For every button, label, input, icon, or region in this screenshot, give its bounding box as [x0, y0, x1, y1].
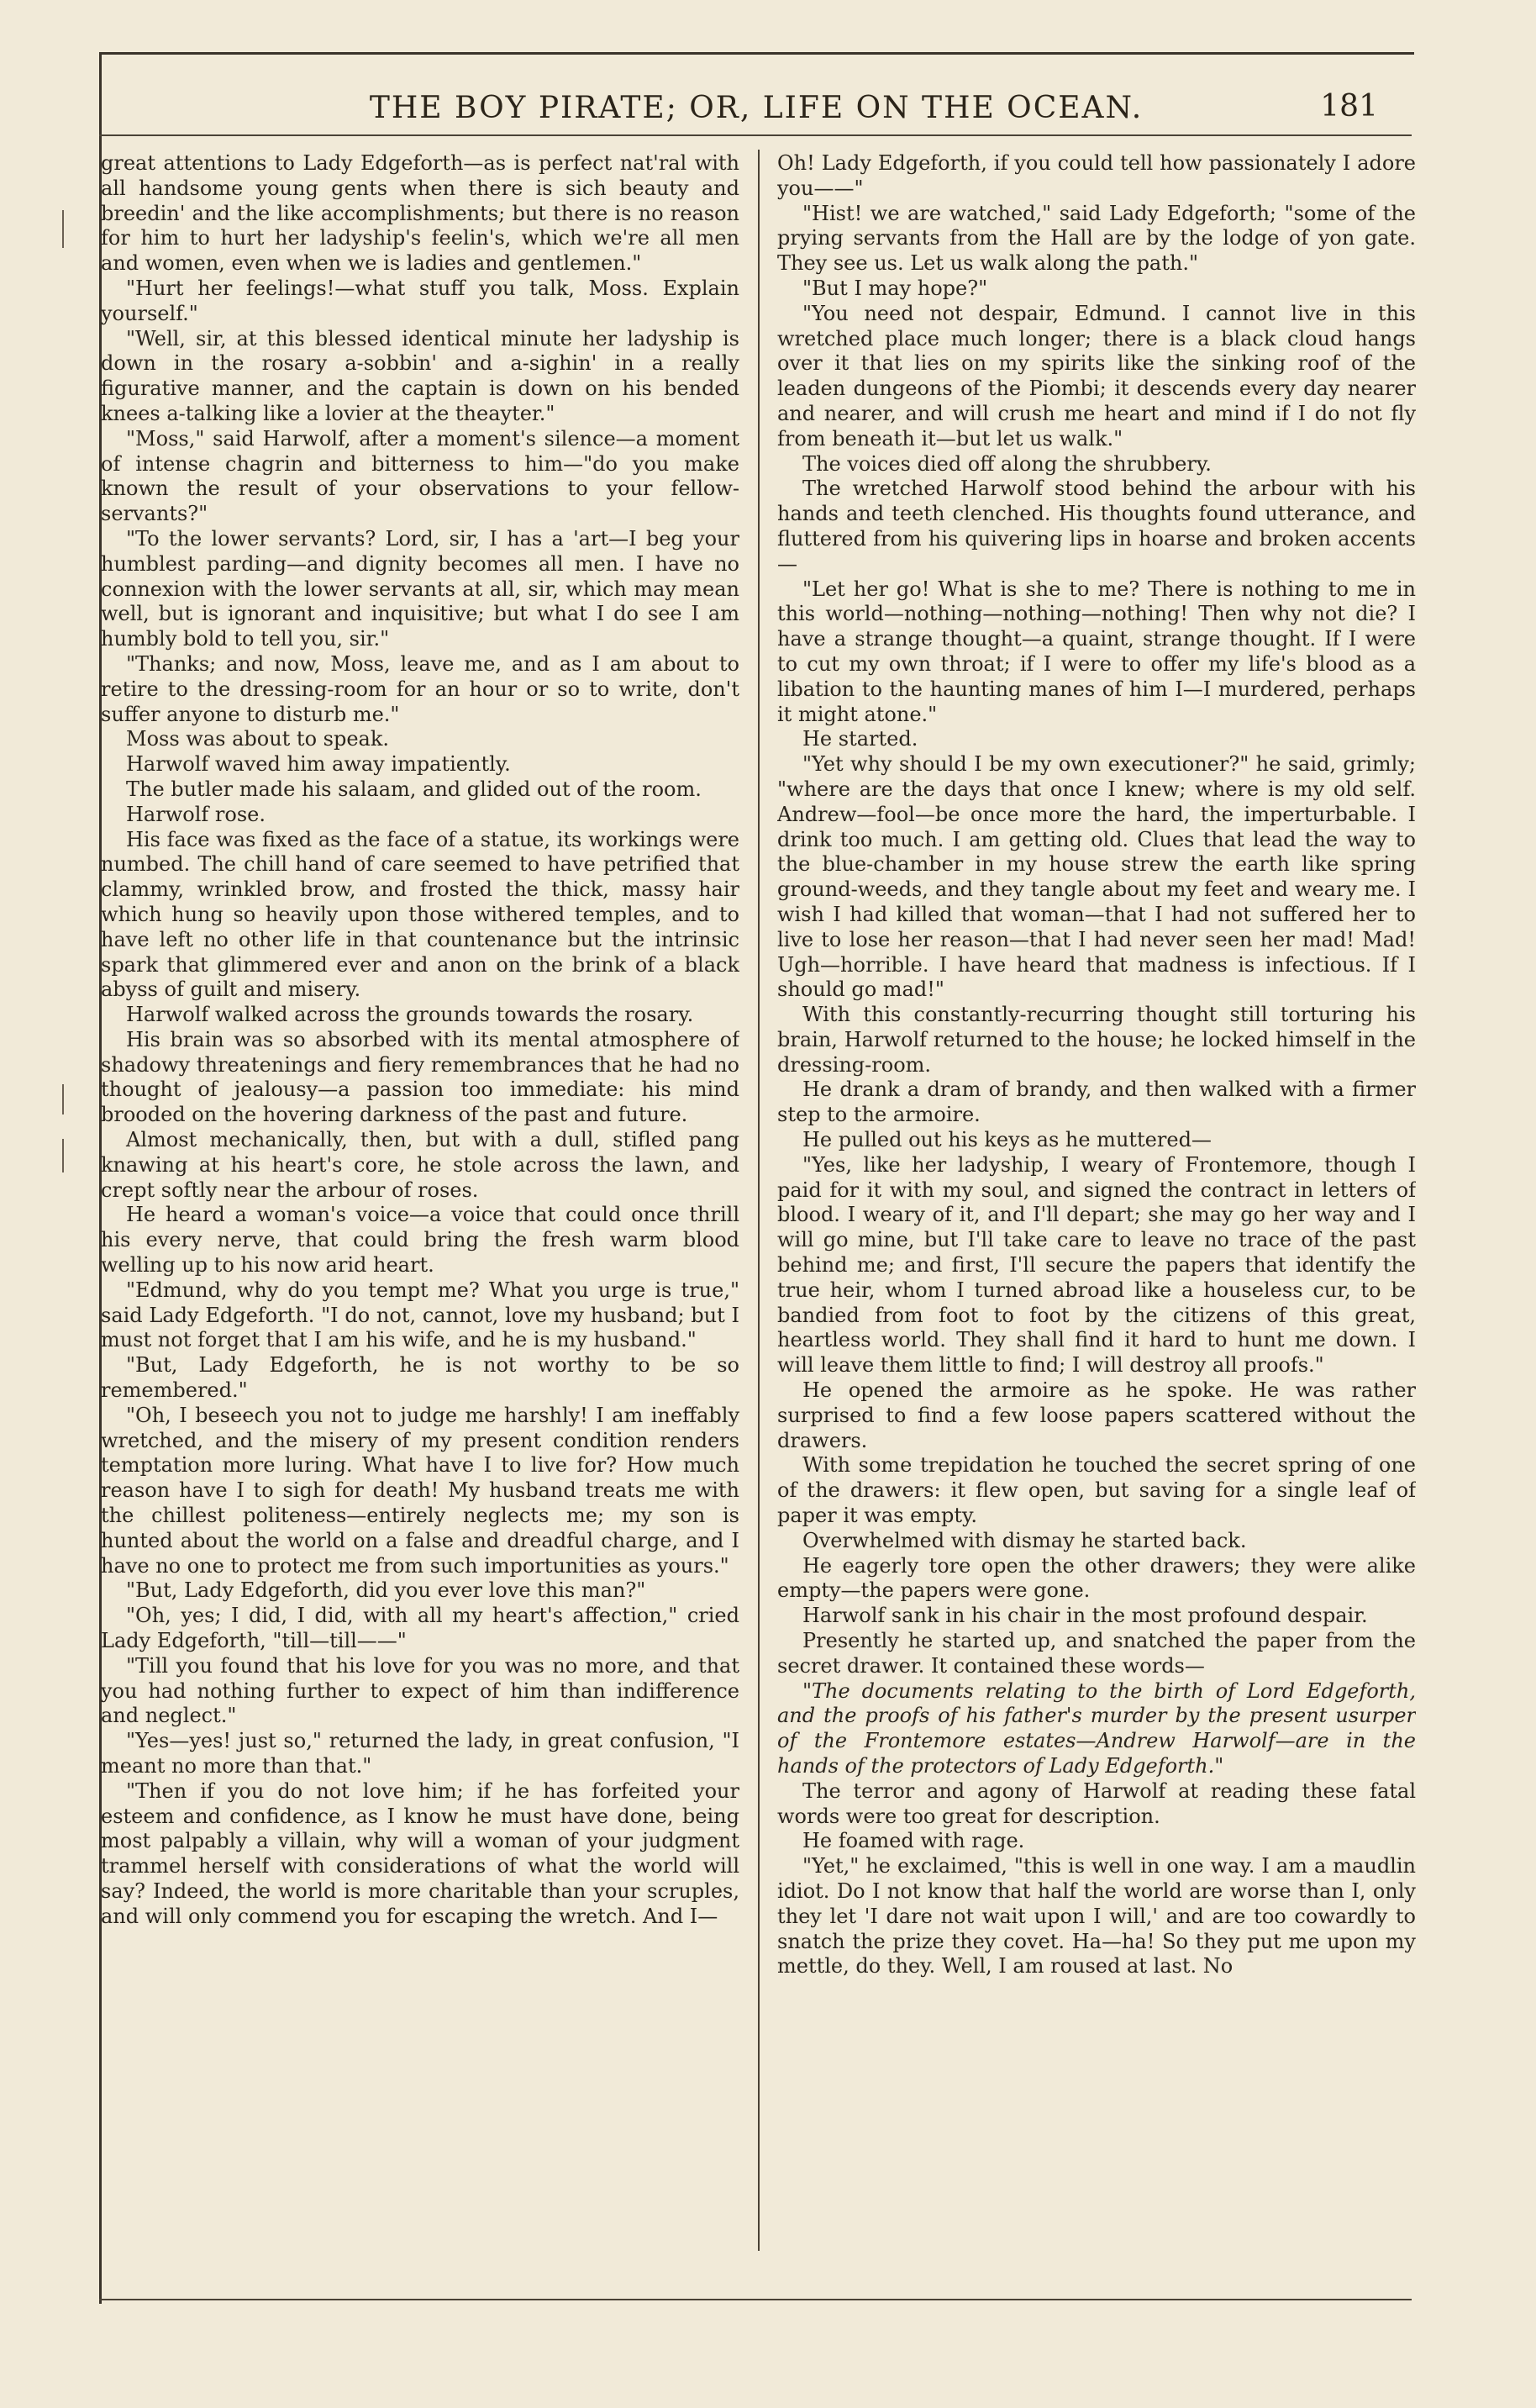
- paragraph: "Let her go! What is she to me? There is nothing to me in this world—nothing—nothing—nothing! Then why not die? I have a strange thought—a quaint, strange thought. If I were to cut my own throat; if I were to offer my life's blood as a libation to the haunting manes of him I—I murdered, perhaps it might atone.": [777, 577, 1416, 726]
- paragraph: Overwhelmed with dismay he started back.: [802, 1528, 1247, 1552]
- paragraph: Harwolf walked across the grounds towards the rosary.: [126, 1003, 694, 1027]
- paragraph: "Then if you do not love him; if he has forfeited your esteem and confidence, as I know he must have done, being most palpably a villain, why will a woman of your judgment trammel herself with considerations of what the world will say? Indeed, the world is more charitable than your scruples, and will only commend you for escaping the wretch. And I—: [101, 1778, 739, 1928]
- paragraph: Harwolf rose.: [126, 802, 266, 826]
- paragraph: Harwolf waved him away impatiently.: [126, 752, 511, 777]
- paragraph: The butler made his salaam, and glided out of the room.: [126, 777, 702, 801]
- bottom-rule: [99, 2299, 1412, 2300]
- paragraph: The wretched Harwolf stood behind the arbour with his hands and teeth clenched. His thoughts found utterance, and fluttered from his quivering lips in hoarse and broken accents—: [777, 477, 1416, 576]
- paragraph: He heard a woman's voice—a voice that could once thrill his every nerve, that could bring the fresh warm blood welling up to his now arid heart.: [101, 1203, 739, 1278]
- paragraph: "Well, sir, at this blessed identical minute her ladyship is down in the rosary a-sobbin' and a-sighin' in a really figurative manner, and the captain is down on his bended knees a-talking like a lovier at the theayter.": [101, 326, 739, 425]
- paragraph: Almost mechanically, then, but with a dull, stifled pang knawing at his heart's core, he stole across the lawn, and crept softly near the arbour of roses.: [101, 1128, 739, 1202]
- paragraph: He eagerly tore open the other drawers; they were alike empty—the papers were gone.: [777, 1553, 1416, 1603]
- margin-mark: [62, 1084, 64, 1114]
- page-number: 181: [1320, 89, 1378, 124]
- paragraph: "Moss," said Harwolf, after a moment's silence—a moment of intense chagrin and bitterness to him—"do you make known the result of your observations to your fellow-servants?": [101, 426, 739, 526]
- paragraph: "Yes—yes! just so," returned the lady, in great confusion, "I meant no more than that.": [101, 1729, 739, 1778]
- paragraph: "But I may hope?": [802, 276, 988, 300]
- paragraph: "Hurt her feelings!—what stuff you talk, Moss. Explain yourself.": [101, 276, 739, 325]
- left-column: [101, 151, 739, 2244]
- paragraph: He started.: [802, 727, 918, 751]
- paragraph: With this constantly-recurring thought still torturing his brain, Harwolf returned to the house; he locked himself in the dressing-room.: [777, 1003, 1416, 1077]
- column-divider: [758, 150, 760, 2251]
- paragraph: "Thanks; and now, Moss, leave me, and as I am about to retire to the dressing-room for an hour or so to write, don't suffer anyone to disturb me.": [101, 651, 739, 726]
- paragraph: His brain was so absorbed with its mental atmosphere of shadowy threatenings and fiery remembrances that he had no thought of jealousy—a passion too immediate: his mind brooded on the hovering darkness of the past and future.: [101, 1027, 739, 1127]
- paragraph: He foamed with rage.: [802, 1829, 1025, 1853]
- paragraph: His face was fixed as the face of a statue, its workings were numbed. The chill hand of care seemed to have petrified that clammy, wrinkled brow, and frosted the thick, massy hair which hung so heavily upon those withered temples, and to have left no other life in that countenance but the intrinsic spark that glimmered ever and anon on the brink of a black abyss of guilt and misery.: [101, 827, 739, 1002]
- paragraph: "But, Lady Edgeforth, he is not worthy to be so remembered.": [101, 1353, 739, 1403]
- paragraph: Harwolf sank in his chair in the most profound despair.: [802, 1604, 1368, 1628]
- paragraph: With some trepidation he touched the secret spring of one of the drawers: it flew open, but saving for a single leaf of paper it was empty.: [777, 1453, 1416, 1528]
- running-title: THE BOY PIRATE; OR, LIFE ON THE OCEAN.: [369, 91, 1144, 125]
- header-rule: [99, 134, 1412, 136]
- paragraph: "Yes, like her ladyship, I weary of Frontemore, though I paid for it with my soul, and signed the contract in letters of blood. I weary of it, and I'll depart; she may go her way and I will go mine, but I'll take care to leave no trace of the past behind me; and first, I'll secure the papers that identify the true heir, whom I turned abroad like a houseless cur, to be bandied from foot to foot by the citizens of this great, heartless world. They shall find it hard to hunt me down. I will leave them little to find; I will destroy all proofs.": [777, 1152, 1416, 1378]
- paragraph: "Oh, I beseech you not to judge me harshly! I am ineffably wretched, and the misery of my present condition renders temptation more luring. What have I to live for? How much reason have I to sigh for death! My husband treats me with the chillest politeness—entirely neglects me; my son is hunted about the world on a false and dreadful charge, and I have no one to protect me from such importunities as yours.": [101, 1403, 739, 1578]
- paragraph: "Till you found that his love for you was no more, and that you had nothing further to expect of him than indifference and neglect.": [101, 1653, 739, 1728]
- paragraph: great attentions to Lady Edgeforth—as is perfect nat'ral with all handsome young gents when there is sich beauty and breedin' and the like accomplishments; but there is no reason for him to hurt her ladyship's feelin's, which we're all men and women, even when we is ladies and gentlemen.": [101, 151, 739, 276]
- page-header: [101, 76, 1412, 134]
- paragraph: "To the lower servants? Lord, sir, I has a 'art—I beg your humblest parding—and dignity becomes all men. I have no connexion with the lower servants at all, sir, which may mean well, but is ignorant and inquisitive; but what I do see I am humbly bold to tell you, sir.": [101, 526, 739, 651]
- paragraph: "The documents relating to the birth of Lord Edgeforth, and the proofs of his father's murder by the present usurper of the Frontemore estates—Andrew Harwolf—are in the hands of the protectors of Lady Edgeforth.": [777, 1678, 1416, 1778]
- right-column: [777, 151, 1416, 2244]
- paragraph: Moss was about to speak.: [126, 727, 390, 751]
- paragraph: The voices died off along the shrubbery.: [802, 451, 1212, 476]
- paragraph: "You need not despair, Edmund. I cannot live in this wretched place much longer; there is a black cloud hangs over it that lies on my spirits like the sinking roof of the leaden dungeons of the Piombi; it descends every day nearer and nearer, and will crush me heart and mind if I do not fly from beneath it—but let us walk.": [777, 301, 1416, 451]
- paragraph: "Yet," he exclaimed, "this is well in one way. I am a maudlin idiot. Do I not know that half the world are worse than I, only they let 'I dare not wait upon I will,' and are too cowardly to snatch the prize they covet. Ha—ha! So they put me upon my mettle, do they. Well, I am roused at last. No: [777, 1854, 1416, 1979]
- margin-mark: [62, 210, 64, 248]
- paragraph: "Edmund, why do you tempt me? What you urge is true," said Lady Edgeforth. "I do not, cannot, love my husband; but I must not forget that I am his wife, and he is my husband.": [101, 1278, 739, 1352]
- paragraph: He drank a dram of brandy, and then walked with a firmer step to the armoire.: [777, 1078, 1416, 1127]
- paragraph: "Oh, yes; I did, I did, with all my heart's affection," cried Lady Edgeforth, "till—till——": [101, 1604, 739, 1653]
- paragraph: "Yet why should I be my own executioner?" he said, grimly; "where are the days that once I knew; where is my old self. Andrew—fool—be once more the hard, the imperturbable. I drink too much. I am getting old. Clues that lead the way to the blue-chamber in my house strew the earth like spring ground-weeds, and they tangle about my feet and weary me. I wish I had killed that woman—that I had not suffered her to live to lose her reason—that I had never seen her mad! Mad! Ugh—horrible. I have heard that madness is infectious. If I should go mad!": [777, 752, 1416, 1002]
- paragraph: He pulled out his keys as he muttered—: [802, 1128, 1212, 1152]
- paragraph: "But, Lady Edgeforth, did you ever love this man?": [126, 1578, 646, 1603]
- paragraph: Oh! Lady Edgeforth, if you could tell how passionately I adore you——": [777, 151, 1416, 200]
- margin-mark: [62, 1139, 64, 1172]
- paragraph: He opened the armoire as he spoke. He was rather surprised to find a few loose papers scattered without the drawers.: [777, 1378, 1416, 1452]
- paragraph: The terror and agony of Harwolf at reading these fatal words were too great for description.: [777, 1778, 1416, 1828]
- paragraph: "Hist! we are watched," said Lady Edgeforth; "some of the prying servants from the Hall are by the lodge of yon gate. They see us. Let us walk along the path.": [777, 201, 1416, 276]
- paragraph: Presently he started up, and snatched the paper from the secret drawer. It contained these words—: [777, 1629, 1416, 1678]
